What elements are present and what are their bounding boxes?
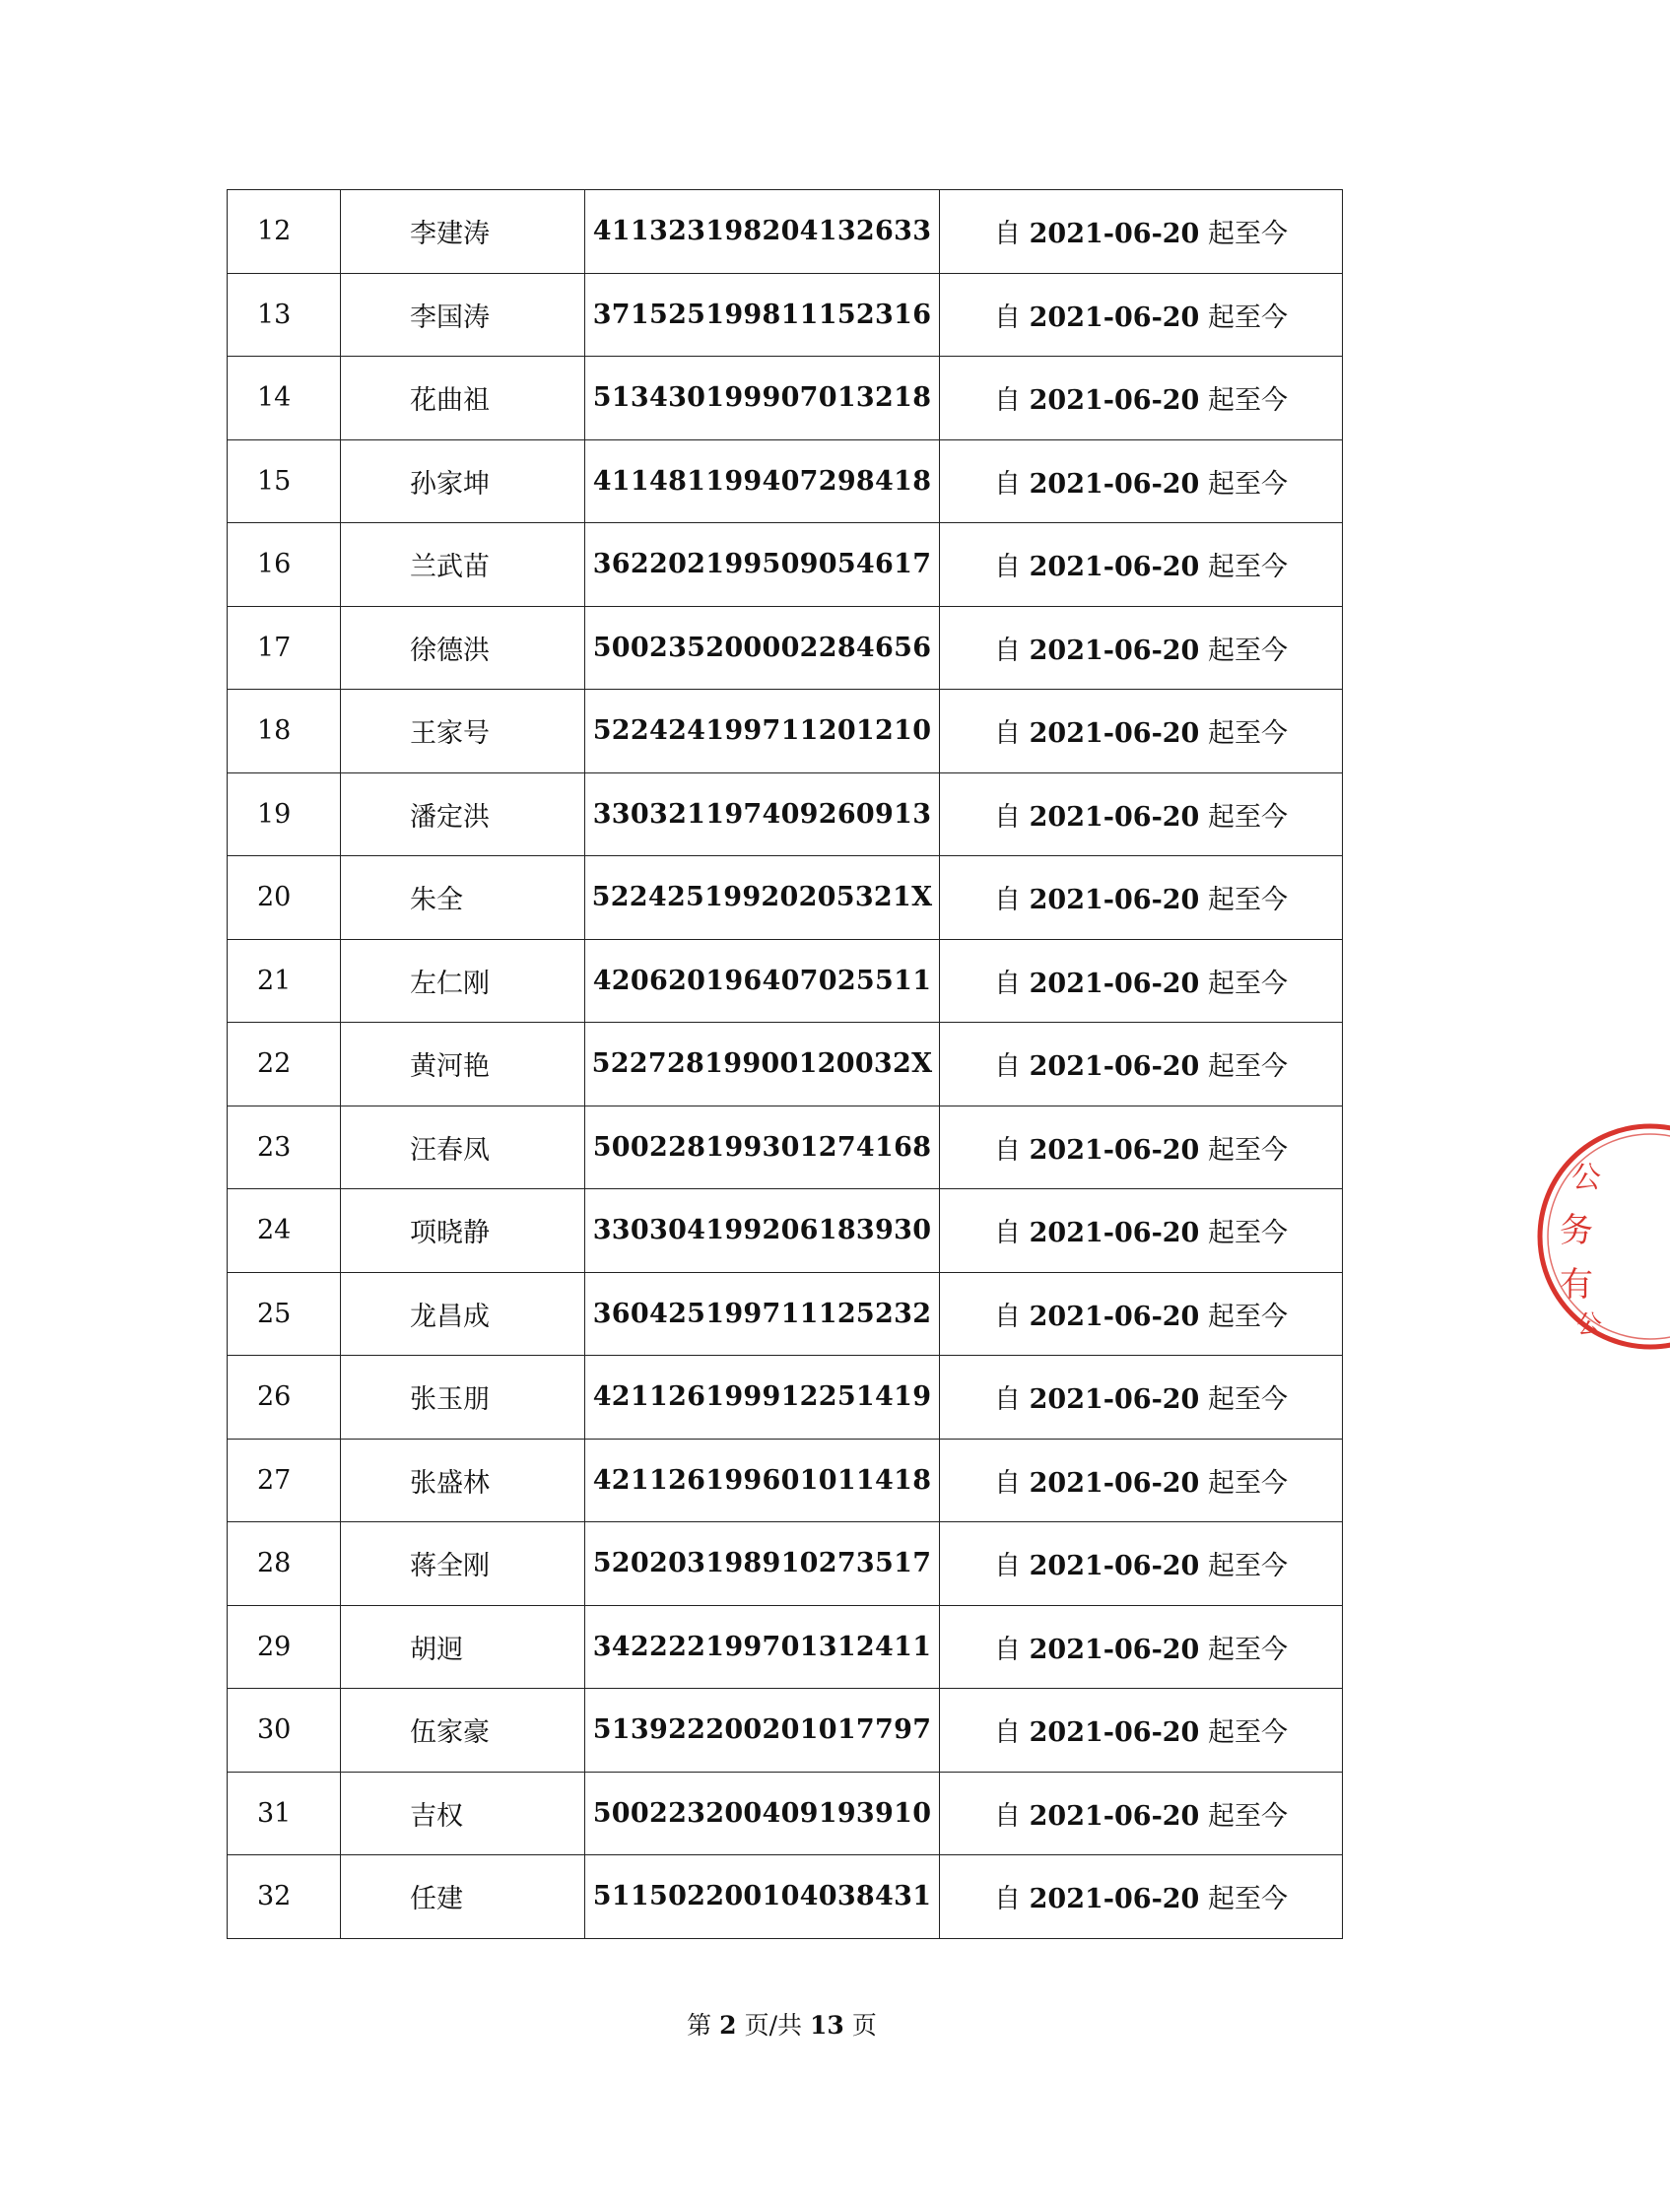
period-prefix: 自	[994, 219, 1022, 250]
period-suffix: 起至今	[1207, 635, 1288, 666]
footer-suffix: 页	[851, 2011, 877, 2040]
employment-period	[940, 357, 1343, 440]
period-suffix: 起至今	[1207, 885, 1288, 916]
period-suffix: 起至今	[1207, 968, 1288, 999]
id-number: 500228199301274168	[585, 1106, 940, 1189]
period-prefix: 自	[994, 1551, 1022, 1582]
id-number: 513922200201017797	[585, 1689, 940, 1773]
period-suffix: 起至今	[1207, 1218, 1288, 1249]
table-row	[228, 1439, 1343, 1522]
period-prefix: 自	[994, 1717, 1022, 1749]
employment-period	[940, 1023, 1343, 1106]
period-date: 2021-06-20	[1029, 1134, 1200, 1166]
period-prefix: 自	[994, 968, 1022, 999]
id-number: 500235200002284656	[585, 606, 940, 690]
footer-prefix: 第	[687, 2011, 712, 2040]
period-prefix: 自	[994, 635, 1022, 666]
row-number: 20	[228, 856, 341, 940]
person-name: 兰武苗	[341, 523, 585, 607]
employment-period	[940, 1106, 1343, 1189]
person-name: 左仁刚	[341, 939, 585, 1023]
employment-period	[940, 523, 1343, 607]
id-number: 330304199206183930	[585, 1189, 940, 1273]
table-row	[228, 856, 1343, 940]
row-number: 28	[228, 1522, 341, 1606]
employment-period	[940, 1356, 1343, 1440]
id-number: 511502200104038431	[585, 1855, 940, 1939]
id-number: 513430199907013218	[585, 357, 940, 440]
row-number: 21	[228, 939, 341, 1023]
period-date: 2021-06-20	[1029, 1301, 1200, 1332]
employment-period	[940, 1189, 1343, 1273]
person-name: 汪春凤	[341, 1106, 585, 1189]
person-name: 徐德洪	[341, 606, 585, 690]
period-suffix: 起至今	[1207, 1384, 1288, 1416]
current-page-number: 2	[719, 2011, 737, 2040]
period-prefix: 自	[994, 302, 1022, 333]
id-number: 52272819900120032X	[585, 1023, 940, 1106]
period-date: 2021-06-20	[1029, 635, 1200, 666]
id-number: 371525199811152316	[585, 273, 940, 357]
period-prefix: 自	[994, 468, 1022, 500]
table-row	[228, 1855, 1343, 1939]
period-prefix: 自	[994, 885, 1022, 916]
id-number: 411481199407298418	[585, 439, 940, 523]
person-name: 潘定洪	[341, 772, 585, 856]
seal-char: 公	[1571, 1161, 1601, 1195]
period-suffix: 起至今	[1207, 1051, 1288, 1083]
employment-period	[940, 939, 1343, 1023]
employment-period	[940, 1522, 1343, 1606]
period-date: 2021-06-20	[1029, 968, 1200, 999]
period-date: 2021-06-20	[1029, 1551, 1200, 1582]
period-suffix: 起至今	[1207, 552, 1288, 583]
period-prefix: 自	[994, 1134, 1022, 1166]
table-row	[228, 523, 1343, 607]
period-prefix: 自	[994, 552, 1022, 583]
employment-period	[940, 1605, 1343, 1689]
row-number: 19	[228, 772, 341, 856]
row-number: 25	[228, 1272, 341, 1356]
period-date: 2021-06-20	[1029, 385, 1200, 417]
table-row	[228, 357, 1343, 440]
employment-period	[940, 772, 1343, 856]
employment-period	[940, 856, 1343, 940]
employment-period	[940, 1855, 1343, 1939]
period-suffix: 起至今	[1207, 1634, 1288, 1665]
period-suffix: 起至今	[1207, 1467, 1288, 1499]
person-name: 花曲祖	[341, 357, 585, 440]
period-date: 2021-06-20	[1029, 718, 1200, 750]
row-number: 30	[228, 1689, 341, 1773]
employment-period	[940, 1439, 1343, 1522]
row-number: 14	[228, 357, 341, 440]
period-prefix: 自	[994, 718, 1022, 750]
id-number: 330321197409260913	[585, 772, 940, 856]
period-suffix: 起至今	[1207, 801, 1288, 833]
period-date: 2021-06-20	[1029, 219, 1200, 250]
period-suffix: 起至今	[1207, 1717, 1288, 1749]
period-prefix: 自	[994, 1218, 1022, 1249]
footer-middle: 页/共	[744, 2011, 803, 2040]
employee-table-body	[228, 190, 1343, 1939]
period-date: 2021-06-20	[1029, 1717, 1200, 1749]
table-row	[228, 690, 1343, 773]
period-suffix: 起至今	[1207, 1551, 1288, 1582]
employment-period	[940, 606, 1343, 690]
row-number: 17	[228, 606, 341, 690]
row-number: 32	[228, 1855, 341, 1939]
period-prefix: 自	[994, 1467, 1022, 1499]
seal-char: 务	[1560, 1211, 1593, 1250]
employment-period	[940, 1772, 1343, 1855]
period-prefix: 自	[994, 1301, 1022, 1332]
period-prefix: 自	[994, 385, 1022, 417]
id-number: 411323198204132633	[585, 190, 940, 274]
row-number: 16	[228, 523, 341, 607]
period-date: 2021-06-20	[1029, 552, 1200, 583]
row-number: 15	[228, 439, 341, 523]
period-date: 2021-06-20	[1029, 1884, 1200, 1915]
person-name: 蒋全刚	[341, 1522, 585, 1606]
period-prefix: 自	[994, 1800, 1022, 1832]
table-row	[228, 606, 1343, 690]
period-prefix: 自	[994, 1384, 1022, 1416]
employee-table	[227, 189, 1343, 1939]
period-date: 2021-06-20	[1029, 302, 1200, 333]
person-name: 任建	[341, 1855, 585, 1939]
period-suffix: 起至今	[1207, 1134, 1288, 1166]
period-prefix: 自	[994, 1051, 1022, 1083]
period-suffix: 起至今	[1207, 219, 1288, 250]
table-row	[228, 273, 1343, 357]
period-date: 2021-06-20	[1029, 1384, 1200, 1416]
row-number: 27	[228, 1439, 341, 1522]
person-name: 龙昌成	[341, 1272, 585, 1356]
period-suffix: 起至今	[1207, 302, 1288, 333]
person-name: 朱全	[341, 856, 585, 940]
person-name: 项晓静	[341, 1189, 585, 1273]
period-prefix: 自	[994, 801, 1022, 833]
period-date: 2021-06-20	[1029, 885, 1200, 916]
row-number: 23	[228, 1106, 341, 1189]
person-name: 张盛林	[341, 1439, 585, 1522]
period-prefix: 自	[994, 1634, 1022, 1665]
employment-period	[940, 1272, 1343, 1356]
table-row	[228, 1023, 1343, 1106]
id-number: 522424199711201210	[585, 690, 940, 773]
table-row	[228, 772, 1343, 856]
page-footer	[0, 2006, 1564, 2042]
id-number: 421126199601011418	[585, 1439, 940, 1522]
id-number: 342222199701312411	[585, 1605, 940, 1689]
person-name: 胡迥	[341, 1605, 585, 1689]
period-prefix: 自	[994, 1884, 1022, 1915]
id-number: 421126199912251419	[585, 1356, 940, 1440]
table-row	[228, 1522, 1343, 1606]
table-row	[228, 190, 1343, 274]
id-number: 520203198910273517	[585, 1522, 940, 1606]
period-suffix: 起至今	[1207, 1301, 1288, 1332]
period-date: 2021-06-20	[1029, 1467, 1200, 1499]
id-number: 420620196407025511	[585, 939, 940, 1023]
period-date: 2021-06-20	[1029, 1218, 1200, 1249]
employment-period	[940, 190, 1343, 274]
row-number: 13	[228, 273, 341, 357]
employment-period	[940, 690, 1343, 773]
table-row	[228, 1772, 1343, 1855]
period-date: 2021-06-20	[1029, 801, 1200, 833]
row-number: 31	[228, 1772, 341, 1855]
period-date: 2021-06-20	[1029, 1800, 1200, 1832]
table-row	[228, 1106, 1343, 1189]
person-name: 李建涛	[341, 190, 585, 274]
row-number: 22	[228, 1023, 341, 1106]
row-number: 12	[228, 190, 341, 274]
table-row	[228, 439, 1343, 523]
id-number: 500223200409193910	[585, 1772, 940, 1855]
person-name: 孙家坤	[341, 439, 585, 523]
period-date: 2021-06-20	[1029, 468, 1200, 500]
table-row	[228, 1689, 1343, 1773]
table-row	[228, 1189, 1343, 1273]
period-suffix: 起至今	[1207, 1800, 1288, 1832]
id-number: 362202199509054617	[585, 523, 940, 607]
id-number: 360425199711125232	[585, 1272, 940, 1356]
person-name: 伍家豪	[341, 1689, 585, 1773]
seal-char: 公	[1576, 1310, 1603, 1340]
person-name: 李国涛	[341, 273, 585, 357]
table-row	[228, 939, 1343, 1023]
official-seal	[1532, 1118, 1670, 1355]
person-name: 吉权	[341, 1772, 585, 1855]
id-number: 52242519920205321X	[585, 856, 940, 940]
person-name: 黄河艳	[341, 1023, 585, 1106]
seal-char: 有	[1560, 1265, 1593, 1305]
period-date: 2021-06-20	[1029, 1634, 1200, 1665]
period-suffix: 起至今	[1207, 718, 1288, 750]
person-name: 张玉朋	[341, 1356, 585, 1440]
total-pages-number: 13	[810, 2011, 844, 2040]
row-number: 18	[228, 690, 341, 773]
row-number: 26	[228, 1356, 341, 1440]
table-row	[228, 1605, 1343, 1689]
period-suffix: 起至今	[1207, 468, 1288, 500]
table-row	[228, 1356, 1343, 1440]
employment-period	[940, 439, 1343, 523]
period-suffix: 起至今	[1207, 1884, 1288, 1915]
person-name: 王家号	[341, 690, 585, 773]
employment-period	[940, 1689, 1343, 1773]
period-date: 2021-06-20	[1029, 1051, 1200, 1083]
period-suffix: 起至今	[1207, 385, 1288, 417]
table-row	[228, 1272, 1343, 1356]
employment-period	[940, 273, 1343, 357]
row-number: 24	[228, 1189, 341, 1273]
row-number: 29	[228, 1605, 341, 1689]
